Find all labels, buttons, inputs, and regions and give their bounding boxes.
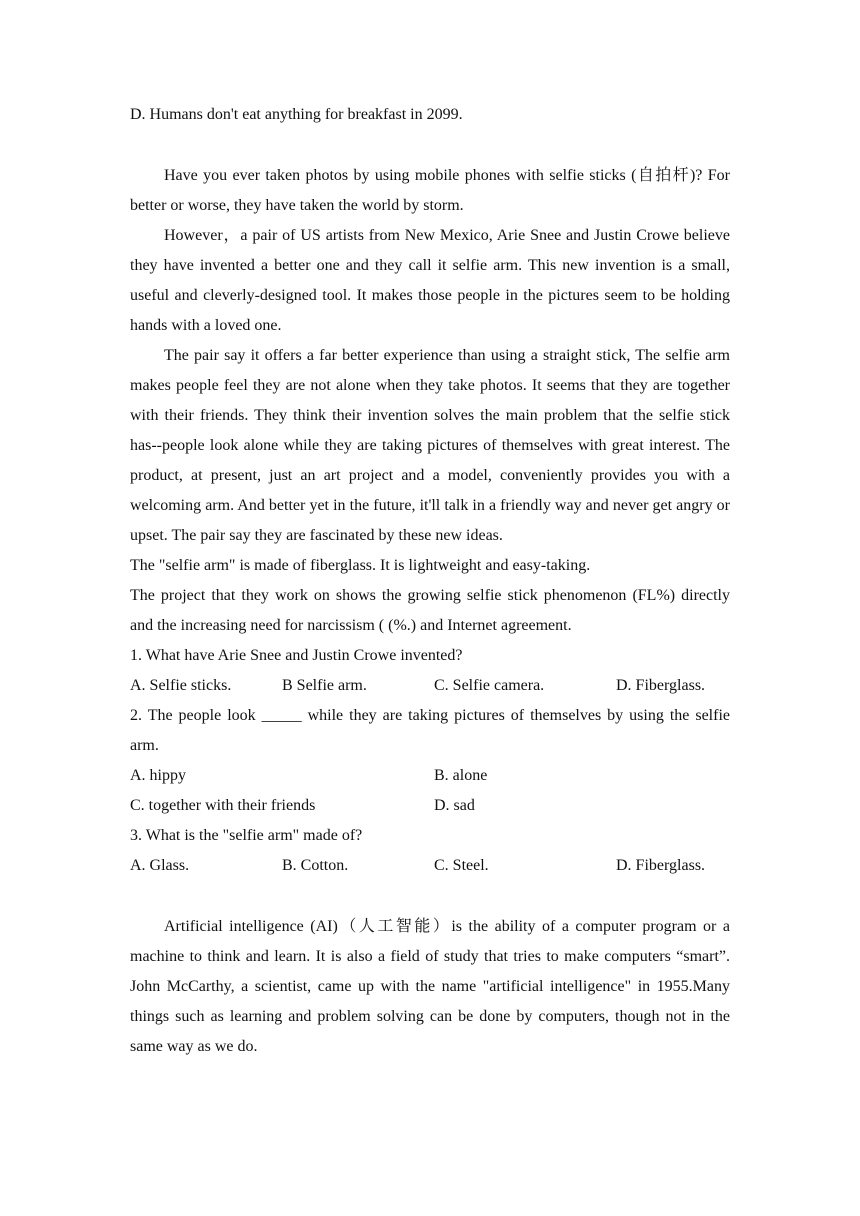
selfie-project-line: The project that they work on shows the growing selfie stick phenomenon (FL%) directly and the increasing need for narcissism ( (%.) and Internet agreement. <box>130 587 730 634</box>
question-2-option-d: D. sad <box>434 797 475 814</box>
question-2-option-b: B. alone <box>434 767 488 784</box>
previous-answer-option-d: D. Humans don't eat anything for breakfast in 2099. <box>130 106 463 123</box>
question-2-option-a: A. hippy <box>130 767 186 784</box>
question-3-option-c: C. Steel. <box>434 857 489 874</box>
question-3-option-d: D. Fiberglass. <box>616 857 706 874</box>
question-2-options-row-1 <box>130 761 730 791</box>
question-2-option-c: C. together with their friends <box>130 797 316 814</box>
selfie-paragraph-3: The pair say it offers a far better experience than using a straight stick, The selfie arm makes people feel they are not alone when they take photos. It seems that they are together with their friends. They think their invention solves the main problem that the selfie stick has--people look alone while they are taking pictures of themselves with great interest. The product, at present, just an art project and a model, conveniently provides you with a welcoming arm. And better yet in the future, it'll talk in a friendly way and never get angry or upset. The pair say they are fascinated by these new ideas. <box>130 347 730 544</box>
question-1-option-b: B Selfie arm. <box>282 677 367 694</box>
ai-paragraph: Artificial intelligence (AI)（人工智能）is the ability of a computer program or a machine to think and learn. It is also a field of study that tries to make computers “smart”. John McCarthy, a scientist, came up with the name "artificial intelligence" in 1955.Many things such as learning and problem solving can be done by computers, though not in the same way as we do. <box>130 918 730 1055</box>
question-1-option-d: D. Fiberglass. <box>616 677 706 694</box>
question-2-options-row-2 <box>130 791 730 821</box>
section-gap <box>130 881 730 912</box>
question-1-option-a: A. Selfie sticks. <box>130 677 232 694</box>
question-1-stem: 1. What have Arie Snee and Justin Crowe invented? <box>130 647 463 664</box>
question-1-options <box>130 671 730 701</box>
selfie-paragraph-1: Have you ever taken photos by using mobile phones with selfie sticks (自拍杆)? For better or worse, they have taken the world by storm. <box>130 167 730 214</box>
selfie-paragraph-2: However，a pair of US artists from New Mexico, Arie Snee and Justin Crowe believe they have invented a better one and they call it selfie arm. This new invention is a small, useful and cleverly-designed tool. It makes those people in the pictures seem to be holding hands with a loved one. <box>130 227 730 334</box>
question-3-options <box>130 851 730 881</box>
question-2-stem: 2. The people look _____ while they are taking pictures of themselves by using the selfie arm. <box>130 707 730 754</box>
page-content <box>130 100 730 1062</box>
question-3-option-a: A. Glass. <box>130 857 190 874</box>
section-gap <box>130 130 730 161</box>
question-1-option-c: C. Selfie camera. <box>434 677 545 694</box>
selfie-material-line: The "selfie arm" is made of fiberglass. It is lightweight and easy-taking. <box>130 557 591 574</box>
question-3-stem: 3. What is the "selfie arm" made of? <box>130 827 363 844</box>
question-3-option-b: B. Cotton. <box>282 857 349 874</box>
